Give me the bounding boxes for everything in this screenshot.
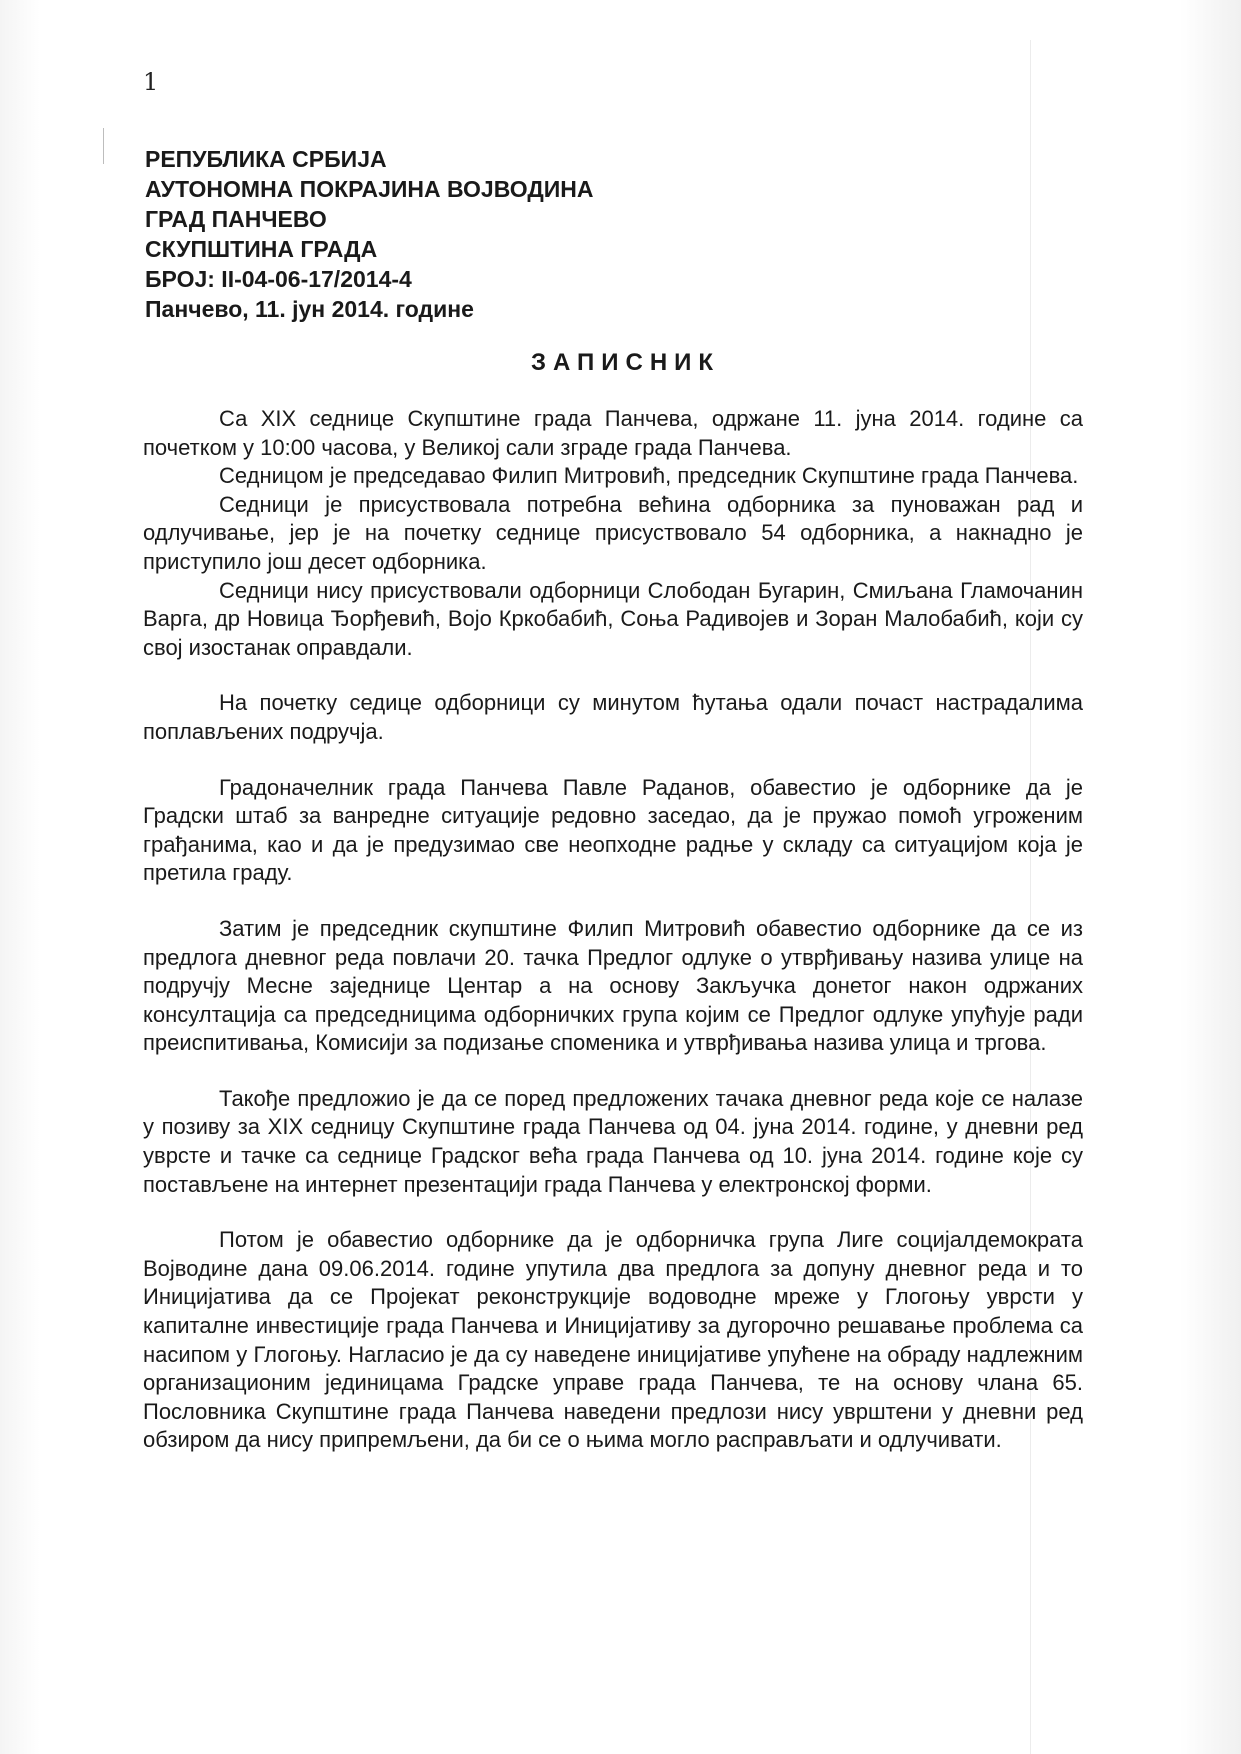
header-city: ГРАД ПАНЧЕВО	[145, 206, 327, 232]
header-country: РЕПУБЛИКА СРБИЈА	[145, 146, 387, 172]
page-number: 1	[143, 68, 159, 96]
document-header	[145, 144, 593, 324]
paragraph-initiatives: Потом је обавестио одборнике да је одборничка група Лиге социјалдемократа Војводине дана 09.06.2014. године упутила два предлога за допуну дневног реда и то Иницијатива да се Пројекат реконструкције водоводне мреже у Глогоњу уврсти у капиталне инвестиције града Панчева и Иницијативу за дугорочно решавање проблема са насипом у Глогоњу. Нагласио је да су наведене иницијативе упућене на обраду надлежним организационим јединицама Градске управе града Панчева, те на основу члана 65. Пословника Скупштине града Панчева наведени предлози нису уврштени у дневни ред обзиром да нису припремљени, да би се о њима могло расправљати и одлучивати.	[143, 1227, 1083, 1453]
document-title: ЗАПИСНИК	[530, 349, 721, 376]
header-place-date: Панчево, 11. јун 2014. године	[145, 296, 474, 322]
scan-artifact-mark	[103, 128, 104, 164]
document-body	[143, 405, 1083, 1455]
paragraph-agenda-withdrawal: Затим је председник скупштине Филип Митровић обавестио одборнике да се из предлога дневног реда повлачи 20. тачка Предлог одлуке о утврђивању назива улице на подручју Месне заједнице Центар а на основу Закључка донетог након одржаних консултација са председницима одборничких група којим се Предлог одлуке упућује ради преиспитивања, Комисији за подизање споменика и утврђивања назива улица и тргова.	[143, 915, 1083, 1056]
paragraph-agenda-additions: Такође предложио је да се поред предложених тачака дневног реда које се налазе у позиву за XIX седницу Скупштине града Панчева од 04. јуна 2014. године, у дневни ред уврсте и тачке са седнице Градског већа града Панчева од 10. јуна 2014. године које су постављене на интернет презентацији града Панчева у електронској форми.	[143, 1085, 1083, 1197]
paragraph-mayor-report: Градоначелник града Панчева Павле Раданов, обавестио је одборнике да је Градски штаб за ванредне ситуације редовно заседао, да је пружао помоћ угроженим грађанима, као и да је предузимао све неопходне радње у складу са ситуацијом која је претила граду.	[143, 774, 1083, 886]
header-assembly: СКУПШТИНА ГРАДА	[145, 236, 378, 262]
header-province: АУТОНОМНА ПОКРАЈИНА ВОЈВОДИНА	[145, 176, 594, 202]
paragraph-absent: Седници нису присуствовали одборници Слободан Бугарин, Смиљана Гламочанин Варга, др Новица Ђорђевић, Војо Кркобабић, Соња Радивојев и Зоран Малобабић, који су свој изостанак оправдали.	[143, 577, 1083, 660]
paragraph-minute-silence: На почетку седице одборници су минутом ћутања одали почаст настрадалима поплављених подручја.	[143, 690, 1083, 744]
header-reference-number: БРОЈ: II-04-06-17/2014-4	[145, 266, 412, 292]
paragraph-quorum: Седници је присуствовала потребна већина одборника за пуноважан рад и одлучивање, јер је на почетку седнице присуствовало 54 одборника, а накнадно је приступило још десет одборника.	[143, 491, 1083, 574]
paragraph-chairman: Седницом је председавао Филип Митровић, председник Скупштине града Панчева.	[219, 463, 1079, 489]
paragraph-session-info: Са XIX седнице Скупштине града Панчева, одржане 11. јуна 2014. године са почетком у 10:00 часова, у Великој сали зграде града Панчева.	[143, 406, 1083, 460]
